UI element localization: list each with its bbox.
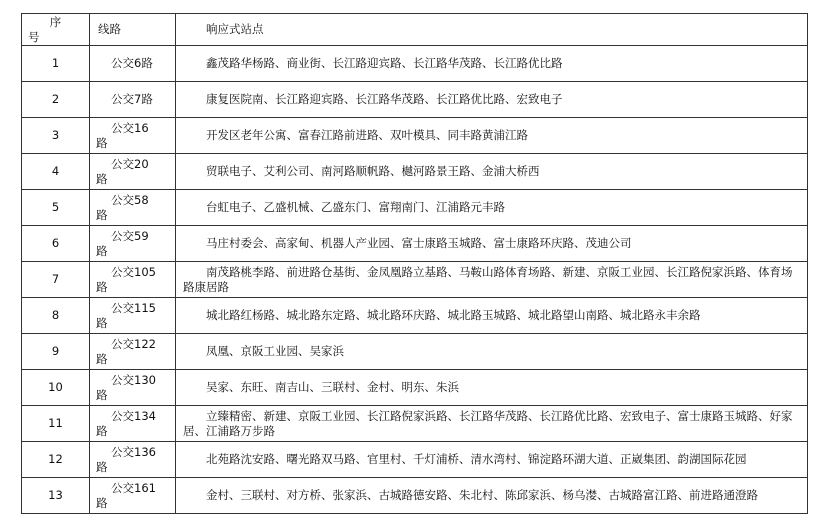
table-header-row: [22, 14, 808, 46]
route-name-line-1: 公交122: [111, 336, 156, 351]
route-name: [90, 298, 176, 334]
table-row: [22, 46, 808, 82]
route-table-container: [21, 13, 808, 514]
row-number: 7: [22, 262, 90, 298]
table-row: [22, 118, 808, 154]
row-number: 5: [22, 190, 90, 226]
header-number-char-2: 号: [28, 30, 40, 44]
route-name-line-2: 路: [96, 495, 108, 510]
route-name-line-1: 公交115: [111, 300, 156, 315]
route-name: [90, 226, 176, 262]
table-row: [22, 406, 808, 442]
route-name-line-1: 公交58: [111, 192, 149, 207]
route-name: [90, 442, 176, 478]
response-stops: 立臻精密、新建、京阪工业园、长江路倪家浜路、长江路华茂路、长江路优比路、宏致电子、富士康路玉城路、好家居、江浦路万步路: [176, 406, 808, 442]
route-name-line-1: 公交105: [111, 264, 156, 279]
route-name-line-2: 路: [96, 207, 108, 222]
route-name: [90, 118, 176, 154]
row-number: 4: [22, 154, 90, 190]
route-table: [21, 13, 808, 514]
row-number: 10: [22, 370, 90, 406]
table-row: [22, 298, 808, 334]
table-row: [22, 334, 808, 370]
table-row: [22, 82, 808, 118]
row-number: 13: [22, 478, 90, 514]
response-stops: 南茂路桃李路、前进路仓基街、金凤凰路立基路、马鞍山路体育场路、新建、京阪工业园、长江路倪家浜路、体育场路康居路: [176, 262, 808, 298]
table-row: [22, 190, 808, 226]
route-name-line-2: 路: [96, 423, 108, 438]
response-stops: 康复医院南、长江路迎宾路、长江路华茂路、长江路优比路、宏致电子: [176, 82, 808, 118]
route-name-line-2: 路: [96, 171, 108, 186]
table-row: [22, 262, 808, 298]
route-name: [90, 190, 176, 226]
route-name-line-1: 公交161: [111, 480, 156, 495]
header-number-char-1: 序: [49, 15, 62, 29]
route-name: [90, 262, 176, 298]
response-stops: 台虹电子、乙盛机械、乙盛东门、富翔南门、江浦路元丰路: [176, 190, 808, 226]
route-name-line-1: 公交6路: [111, 56, 153, 70]
response-stops: 凤凰、京阪工业园、吴家浜: [176, 334, 808, 370]
header-number: [22, 14, 90, 46]
route-name: [90, 334, 176, 370]
route-name-line-1: 公交59: [111, 228, 149, 243]
row-number: 8: [22, 298, 90, 334]
header-stops: 响应式站点: [176, 14, 808, 46]
row-number: 12: [22, 442, 90, 478]
row-number: 6: [22, 226, 90, 262]
response-stops: 贸联电子、艾利公司、南河路顺帆路、樾河路景王路、金浦大桥西: [176, 154, 808, 190]
row-number: 11: [22, 406, 90, 442]
route-name: [90, 46, 176, 82]
row-number: 1: [22, 46, 90, 82]
table-row: [22, 226, 808, 262]
row-number: 3: [22, 118, 90, 154]
table-row: [22, 478, 808, 514]
route-name-line-1: 公交136: [111, 444, 156, 459]
route-name-line-1: 公交130: [111, 372, 156, 387]
response-stops: 鑫茂路华杨路、商业街、长江路迎宾路、长江路华茂路、长江路优比路: [176, 46, 808, 82]
route-name-line-1: 公交134: [111, 408, 156, 423]
response-stops: 北苑路沈安路、曙光路双马路、官里村、千灯浦桥、清水湾村、锦淀路环湖大道、正崴集团、韵湖国际花园: [176, 442, 808, 478]
route-name-line-2: 路: [96, 135, 108, 150]
route-name-line-1: 公交20: [111, 156, 149, 171]
route-name: [90, 478, 176, 514]
route-name-line-2: 路: [96, 351, 108, 366]
row-number: 9: [22, 334, 90, 370]
route-name-line-2: 路: [96, 279, 108, 294]
route-name-line-1: 公交16: [111, 120, 149, 135]
table-row: [22, 154, 808, 190]
header-line: 线路: [90, 14, 176, 46]
route-name: [90, 370, 176, 406]
route-name: [90, 154, 176, 190]
route-name-line-2: 路: [96, 315, 108, 330]
route-name-line-2: 路: [96, 387, 108, 402]
route-name: [90, 82, 176, 118]
table-row: [22, 442, 808, 478]
route-name-line-1: 公交7路: [111, 92, 153, 106]
table-row: [22, 370, 808, 406]
route-name-line-2: 路: [96, 243, 108, 258]
route-name: [90, 406, 176, 442]
row-number: 2: [22, 82, 90, 118]
response-stops: 吴家、东旺、南吉山、三联村、金村、明东、朱浜: [176, 370, 808, 406]
response-stops: 金村、三联村、对方桥、张家浜、古城路德安路、朱北村、陈邱家浜、杨乌漤、古城路富江路、前进路通澄路: [176, 478, 808, 514]
response-stops: 城北路红杨路、城北路东定路、城北路环庆路、城北路玉城路、城北路望山南路、城北路永丰余路: [176, 298, 808, 334]
response-stops: 马庄村委会、高家甸、机器人产业园、富士康路玉城路、富士康路环庆路、茂迪公司: [176, 226, 808, 262]
response-stops: 开发区老年公寓、富春江路前进路、双叶模具、同丰路黄浦江路: [176, 118, 808, 154]
route-name-line-2: 路: [96, 459, 108, 474]
